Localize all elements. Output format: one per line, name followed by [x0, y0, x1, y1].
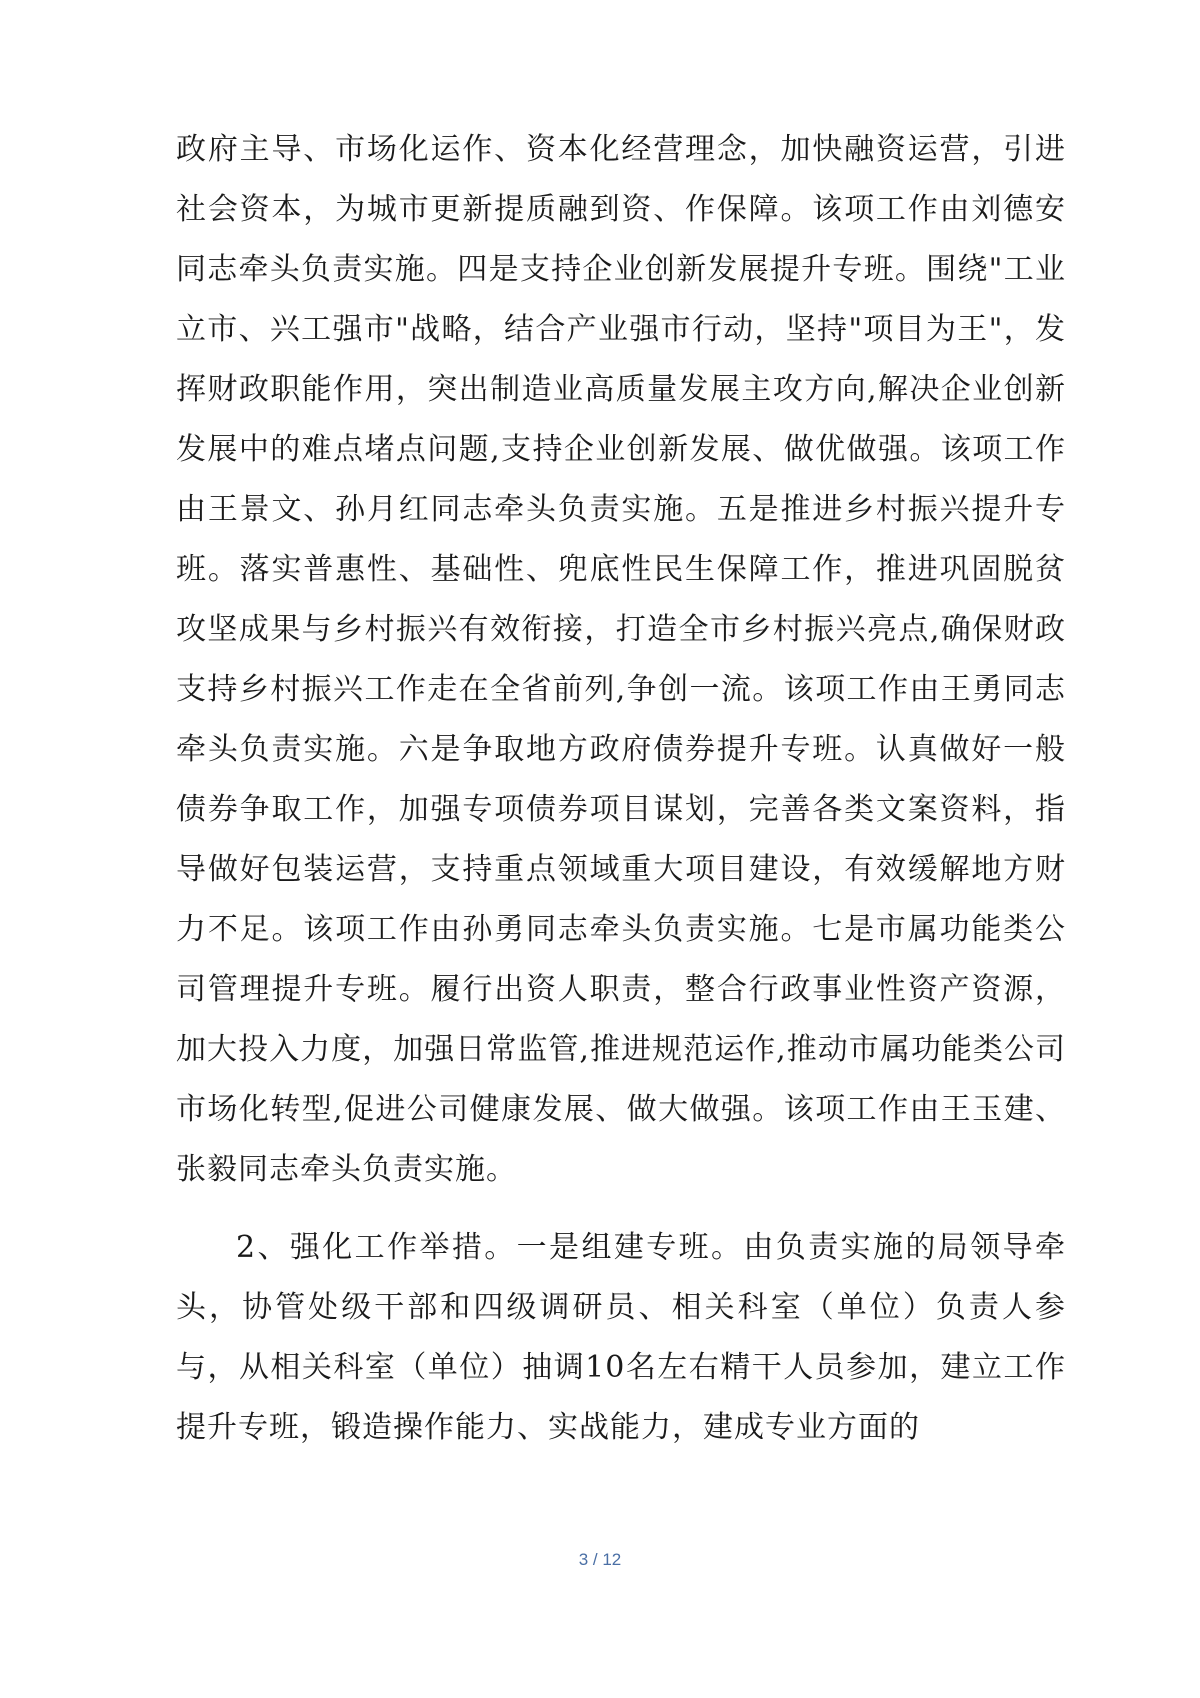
paragraph-work-measures: 2、强化工作举措。一是组建专班。由负责实施的局领导牵头，协管处级干部和四级调研员、相关科室（单位）负责人参与，从相关科室（单位）抽调10名左右精干人员参加，建立工作提升专班，锻造操作能力、实战能力，建成专业方面的	[176, 1230, 1066, 1445]
document-body	[176, 120, 1066, 1476]
paragraph-continuation: 政府主导、市场化运作、资本化经营理念，加快融资运营，引进社会资本，为城市更新提质融到资、作保障。该项工作由刘德安同志牵头负责实施。四是支持企业创新发展提升专班。围绕"工业立市、兴工强市"战略，结合产业强市行动，坚持"项目为王"，发挥财政职能作用，突出制造业高质量发展主攻方向,解决企业创新发展中的难点堵点问题,支持企业创新发展、做优做强。该项工作由王景文、孙月红同志牵头负责实施。五是推进乡村振兴提升专班。落实普惠性、基础性、兜底性民生保障工作，推进巩固脱贫攻坚成果与乡村振兴有效衔接，打造全市乡村振兴亮点,确保财政支持乡村振兴工作走在全省前列,争创一流。该项工作由王勇同志牵头负责实施。六是争取地方政府债券提升专班。认真做好一般债券争取工作，加强专项债券项目谋划，完善各类文案资料，指导做好包装运营，支持重点领域重大项目建设，有效缓解地方财力不足。该项工作由孙勇同志牵头负责实施。七是市属功能类公司管理提升专班。履行出资人职责，整合行政事业性资产资源，加大投入力度，加强日常监管,推进规范运作,推动市属功能类公司市场化转型,促进公司健康发展、做大做强。该项工作由王玉建、张毅同志牵头负责实施。	[176, 132, 1066, 1187]
page-number: 3 / 12	[578, 1550, 622, 1569]
